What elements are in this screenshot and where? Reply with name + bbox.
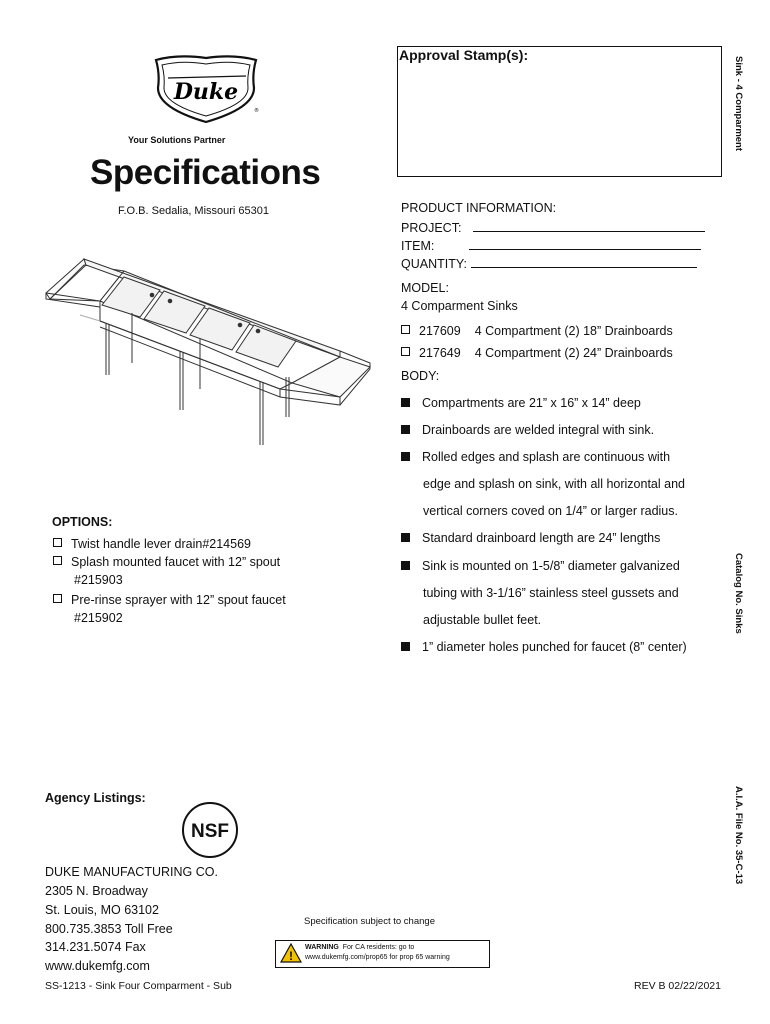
warning-triangle-icon: [280, 943, 302, 963]
toll-free-phone: 800.735.3853 Toll Free: [45, 922, 173, 936]
model-value: 4 Comparment Sinks: [401, 299, 518, 313]
bullet-icon: [401, 398, 410, 407]
body-item: Compartments are 21” x 16” x 14” deep: [401, 396, 641, 410]
item-field[interactable]: [469, 238, 701, 250]
bullet-icon: [401, 452, 410, 461]
body-item: Standard drainboard length are 24” lengths: [401, 531, 660, 545]
city-state-zip: St. Louis, MO 63102: [45, 903, 159, 917]
body-item: Sink is mounted on 1-5/8” diameter galvanized: [401, 559, 680, 573]
tagline: Your Solutions Partner: [128, 135, 226, 145]
option-item[interactable]: Twist handle lever drain#214569: [53, 537, 251, 551]
project-label: PROJECT:: [401, 221, 462, 235]
company-name: DUKE MANUFACTURING CO.: [45, 865, 218, 879]
bullet-icon: [401, 561, 410, 570]
bullet-icon: [401, 642, 410, 651]
body-item-cont: vertical corners coved on 1/4” or larger radius.: [423, 504, 678, 518]
bullet-icon: [401, 425, 410, 434]
approval-stamp-label: Approval Stamp(s):: [399, 47, 529, 63]
approval-stamp-box: [397, 46, 722, 177]
checkbox-icon: [53, 556, 62, 565]
body-item-cont: tubing with 3-1/16” stainless steel gussets and: [423, 586, 679, 600]
body-item: Rolled edges and splash are continuous with: [401, 450, 670, 464]
prop65-link[interactable]: www.dukemfg.com/prop65 for prop 65 warning: [305, 954, 450, 961]
quantity-label: QUANTITY:: [401, 257, 467, 271]
quantity-field[interactable]: [471, 256, 697, 268]
body-label: BODY:: [401, 369, 440, 383]
option-item[interactable]: Pre-rinse sprayer with 12” spout faucet: [53, 593, 286, 607]
checkbox-icon: [53, 594, 62, 603]
model-option[interactable]: [401, 324, 673, 338]
side-label-catalog: Catalog No. Sinks: [733, 553, 744, 634]
body-item: 1” diameter holes punched for faucet (8” center): [401, 640, 687, 654]
side-label-product: Sink - 4 Comparment: [733, 56, 744, 152]
bullet-icon: [401, 533, 410, 542]
nsf-logo: [180, 800, 240, 860]
svg-text:®: ®: [254, 108, 259, 114]
option-item-cont: #215902: [74, 611, 123, 625]
sink-illustration: [40, 255, 380, 455]
model-number: 217609: [419, 324, 461, 338]
footer-revision: REV B 02/22/2021: [634, 980, 721, 992]
svg-text:NSF: NSF: [191, 821, 229, 842]
checkbox-icon: [401, 325, 410, 334]
option-item-cont: #215903: [74, 573, 123, 587]
body-item: Drainboards are welded integral with sink.: [401, 423, 654, 437]
page-title: Specifications: [90, 153, 321, 192]
model-number: 217649: [419, 346, 461, 360]
product-info-heading: PRODUCT INFORMATION:: [401, 201, 557, 215]
body-item-cont: adjustable bullet feet.: [423, 613, 542, 627]
checkbox-icon: [401, 347, 410, 356]
website-link[interactable]: www.dukemfg.com: [45, 959, 150, 973]
duke-logo: [150, 52, 262, 124]
agency-listings-label: Agency Listings:: [45, 791, 146, 805]
side-label-aia: A.I.A. File No. 35-C-13: [733, 786, 744, 885]
body-item-cont: edge and splash on sink, with all horizontal and: [423, 477, 685, 491]
prop65-warning-text: WARNING For CA residents: go to www.dukemfg.com/prop65 for prop 65 warning: [305, 944, 450, 961]
model-label: MODEL:: [401, 281, 449, 295]
logo-wordmark: Duke: [173, 79, 239, 105]
model-option[interactable]: [401, 346, 673, 360]
option-item[interactable]: Splash mounted faucet with 12” spout: [53, 555, 280, 569]
model-desc: 4 Compartment (2) 24” Drainboards: [474, 346, 673, 360]
model-desc: 4 Compartment (2) 18” Drainboards: [474, 324, 673, 338]
project-field[interactable]: [473, 220, 705, 232]
fax-number: 314.231.5074 Fax: [45, 940, 146, 954]
spec-change-notice: Specification subject to change: [304, 916, 435, 927]
fob-location: F.O.B. Sedalia, Missouri 65301: [118, 205, 270, 217]
checkbox-icon: [53, 538, 62, 547]
svg-text:!: !: [289, 949, 293, 963]
street-address: 2305 N. Broadway: [45, 884, 148, 898]
item-label: ITEM:: [401, 239, 435, 253]
footer-doc-id: SS-1213 - Sink Four Comparment - Sub: [45, 980, 232, 992]
options-title: OPTIONS:: [52, 515, 113, 529]
